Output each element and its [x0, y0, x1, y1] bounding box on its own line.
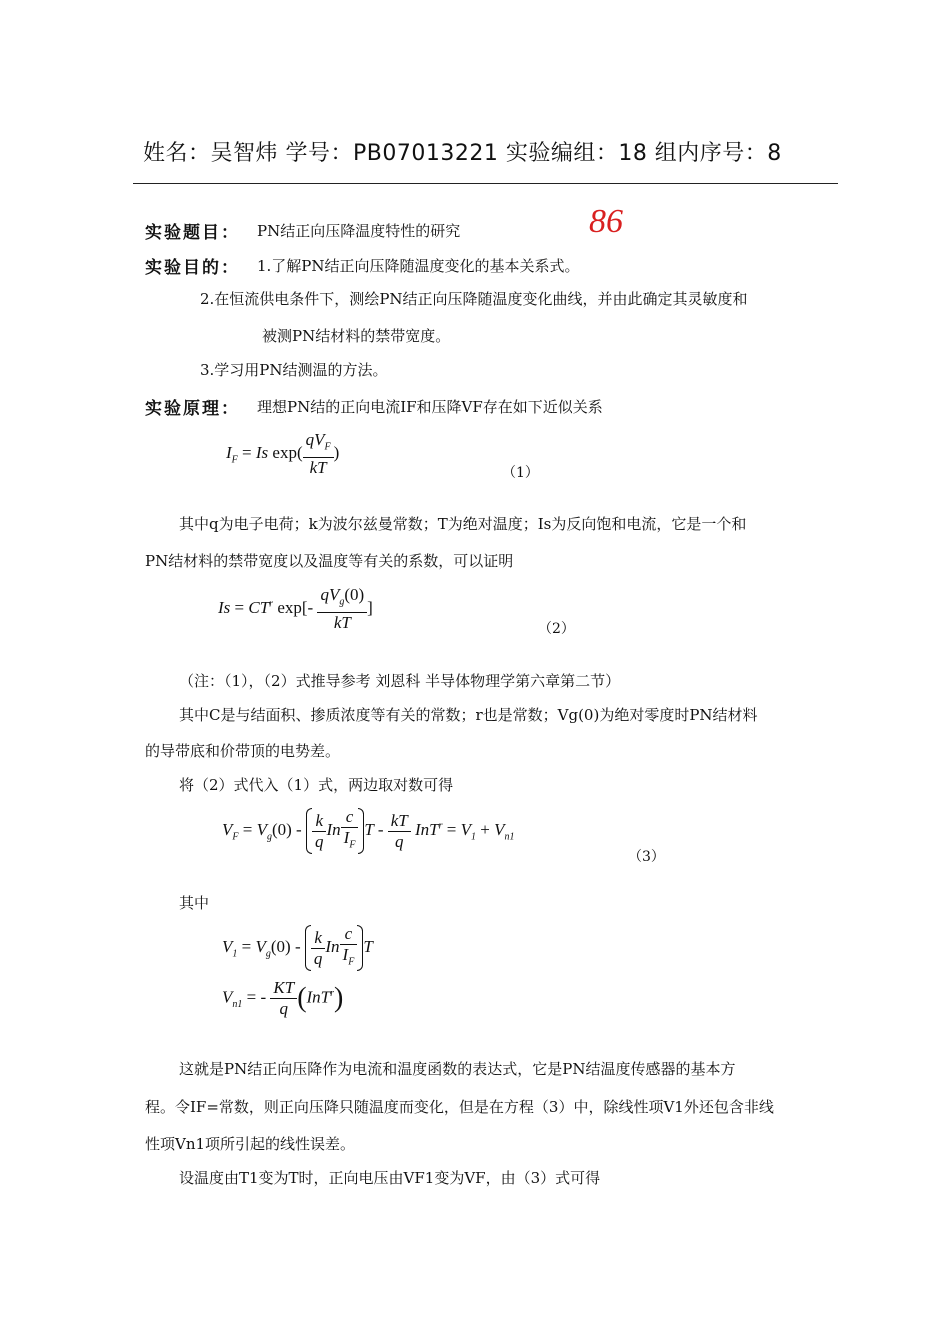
equation-3: $V_F = V_g(0)$ - $\frac{k}{q}$ In $\frac{c}{I_F}$ T - $\frac{kT}{q}$ $InT^r = V_1 + V_{n1}$ [222, 807, 515, 855]
paragraph-5-line-1: 这就是PN结正向压降作为电流和温度函数的表达式，它是PN结温度传感器的基本方 [179, 1060, 736, 1078]
paragraph-2-line-2: 的导带底和价带顶的电势差。 [145, 742, 341, 760]
paragraph-5-line-3: 性项Vn1项所引起的线性误差。 [145, 1135, 356, 1153]
purpose-item-2: 2.在恒流供电条件下，测绘PN结正向压降随温度变化曲线，并由此确定其灵敏度和 [200, 290, 748, 308]
paragraph-1-line-1: 其中q为电子电荷；k为波尔兹曼常数；T为绝对温度；Is为反向饱和电流，它是一个和 [179, 515, 747, 533]
experiment-title-label: 实验题目： [145, 223, 240, 243]
paragraph-5-line-2: 程。令IF=常数，则正向压降只随温度而变化，但是在方程（3）中，除线性项V1外还包含非线 [145, 1098, 774, 1116]
equation-2-number: （2） [538, 621, 575, 637]
principle-intro: 理想PN结的正向电流IF和压降VF存在如下近似关系 [257, 398, 603, 416]
equation-v1: $V_1 = V_g(0)$ - $\frac{k}{q}$ In $\frac{c}{I_F}$ T [222, 924, 373, 972]
score-mark: 86 [589, 203, 623, 240]
header-divider [133, 183, 838, 184]
experiment-title: PN结正向压降温度特性的研究 [257, 222, 461, 240]
paragraph-6: 设温度由T1变为T时，正向电压由VF1变为VF，由（3）式可得 [179, 1169, 601, 1187]
equation-3-number: （3） [628, 849, 665, 865]
paragraph-1-line-2: PN结材料的禁带宽度以及温度等有关的系数，可以证明 [145, 552, 514, 570]
experiment-purpose-label: 实验目的： [145, 258, 240, 278]
equation-vn1: $V_{n1}$ = - $\frac{KT}{q}$ (InT$^r$) [222, 978, 344, 1018]
purpose-item-1: 1.了解PN结正向压降随温度变化的基本关系式。 [257, 257, 580, 275]
equation-1: $I_F = Is$ exp( $\frac{qV_F}{kT}$ ) [226, 430, 340, 478]
paragraph-3: 将（2）式代入（1）式，两边取对数可得 [179, 776, 454, 794]
experiment-principle-label: 实验原理： [145, 399, 240, 419]
purpose-item-3: 3.学习用PN结测温的方法。 [200, 361, 388, 379]
paragraph-2-line-1: 其中C是与结面积、掺质浓度等有关的常数；r也是常数；Vg(0)为绝对零度时PN结材料 [179, 706, 758, 724]
derivation-note: （注：（1），（2）式推导参考 刘恩科 半导体物理学第六章第二节） [179, 672, 621, 690]
purpose-item-2-cont: 被测PN结材料的禁带宽度。 [262, 327, 451, 345]
paragraph-4: 其中 [179, 894, 210, 912]
equation-2: $Is = CT^r$ exp[- $\frac{qV_g(0)}{kT}$ ] [218, 585, 373, 633]
equation-1-number: （1） [502, 465, 539, 481]
student-info-header: 姓名：吴智炜 学号：PB07013221 实验编组：18 组内序号：8 [143, 141, 782, 166]
